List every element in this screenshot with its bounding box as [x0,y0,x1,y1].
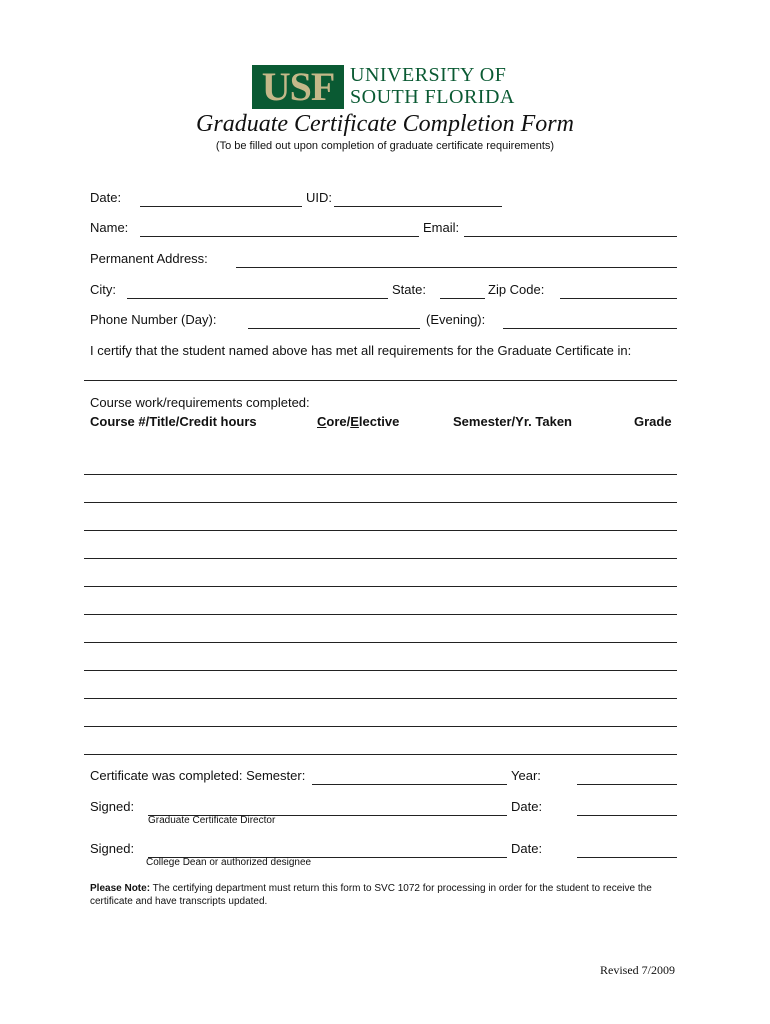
signed-label-2: Signed: [90,841,135,856]
course-row-2[interactable] [84,486,677,503]
core-rest: ore/ [326,414,351,429]
core-underline-letter: C [317,414,327,429]
uid-label: UID: [306,190,332,205]
date-label: Date: [90,190,122,205]
header-semester: Semester/Yr. Taken [453,414,572,429]
course-row-6[interactable] [84,598,677,615]
dean-caption: College Dean or authorized designee [146,857,312,868]
course-row-10[interactable] [84,710,677,727]
course-row-8[interactable] [84,654,677,671]
course-row-11[interactable] [84,738,677,755]
header-core-elective [317,414,399,429]
sig-date-label-1: Date: [511,799,543,814]
course-row-1[interactable] [84,458,677,475]
director-caption: Graduate Certificate Director [148,815,276,826]
elective-underline-letter: E [350,414,359,429]
address-field[interactable] [236,251,677,268]
dean-signature-field[interactable] [148,841,507,858]
director-signature-field[interactable] [148,799,507,816]
form-title: Graduate Certificate Completion Form [196,111,574,137]
phone-day-field[interactable] [248,312,420,329]
completed-semester-field[interactable] [312,768,507,785]
logo-line-1: UNIVERSITY OF [350,64,507,86]
course-row-7[interactable] [84,626,677,643]
city-label: City: [90,282,116,297]
phone-evening-label: (Evening): [426,312,486,327]
course-row-5[interactable] [84,570,677,587]
year-field[interactable] [577,768,677,785]
form-subtitle: (To be filled out upon completion of graduate certificate requirements) [215,140,555,152]
course-row-4[interactable] [84,542,677,559]
usf-acronym: USF [261,64,335,109]
coursework-label: Course work/requirements completed: [90,395,310,410]
sig-date-label-2: Date: [511,841,543,856]
name-label: Name: [90,220,129,235]
header-grade: Grade [634,414,672,429]
certify-statement: I certify that the student named above has met all requirements for the Graduate Certificate in: [90,343,632,358]
usf-logo [252,64,522,110]
year-label: Year: [511,768,541,783]
please-note [90,882,680,908]
header-course: Course #/Title/Credit hours [90,414,257,429]
elective-rest: lective [358,414,400,429]
zip-label: Zip Code: [488,282,545,297]
state-label: State: [392,282,426,297]
revision-date: Revised 7/2009 [600,963,675,977]
uid-field[interactable] [334,190,502,207]
course-row-3[interactable] [84,514,677,531]
signed-label-1: Signed: [90,799,135,814]
state-field[interactable] [440,282,485,299]
completed-semester-label: Certificate was completed: Semester: [90,768,306,783]
certificate-name-field[interactable] [84,364,677,381]
phone-day-label: Phone Number (Day): [90,312,217,327]
note-bold: Please Note: [90,883,151,894]
course-row-9[interactable] [84,682,677,699]
city-field[interactable] [127,282,388,299]
director-date-field[interactable] [577,799,677,816]
dean-date-field[interactable] [577,841,677,858]
date-field[interactable] [140,190,302,207]
phone-evening-field[interactable] [503,312,677,329]
email-field[interactable] [464,220,677,237]
logo-line-2: SOUTH FLORIDA [350,86,515,108]
usf-logo-mark [252,65,344,109]
address-label: Permanent Address: [90,251,208,266]
name-field[interactable] [140,220,419,237]
zip-field[interactable] [560,282,677,299]
email-label: Email: [423,220,460,235]
note-text: The certifying department must return this form to SVC 1072 for processing in order for the student to receive the certificate and have transcripts updated. [90,883,652,907]
